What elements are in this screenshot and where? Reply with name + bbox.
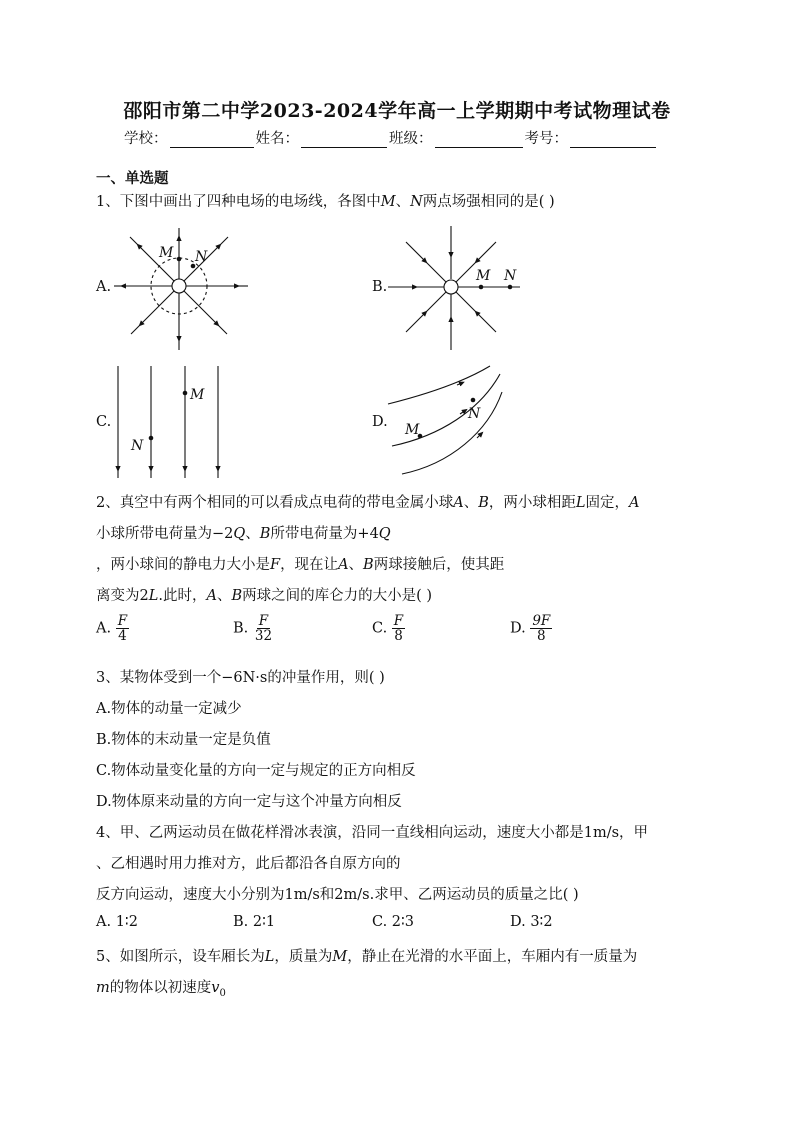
q2-var: L bbox=[575, 495, 586, 511]
q2-text: 2、真空中有两个相同的可以看成点电荷的带电金属小球 bbox=[96, 495, 454, 511]
fig-a-label-m: M bbox=[159, 245, 174, 261]
fraction-num: F bbox=[393, 613, 404, 629]
q2-text: 离变为2 bbox=[96, 588, 149, 604]
figure-a-positive-charge bbox=[114, 228, 248, 350]
q4-line-3: 反方向运动，速度大小分别为1m/s和2m/s.求甲、乙两运动员的质量之比( ) bbox=[96, 887, 579, 903]
q2-text: 、 bbox=[463, 495, 479, 511]
q1-option-a-label[interactable]: A. bbox=[96, 279, 112, 295]
q2-text: .此时， bbox=[158, 588, 207, 604]
q1-text: 1、下图中画出了四种电场的电场线，各图中 bbox=[96, 194, 381, 210]
q5-line-1 bbox=[96, 945, 637, 966]
q2-option-d[interactable] bbox=[510, 614, 552, 643]
q5-var: v bbox=[211, 980, 220, 996]
q2-option-c[interactable] bbox=[372, 614, 405, 643]
option-fraction bbox=[530, 614, 552, 643]
fig-b-point-m bbox=[479, 285, 484, 290]
fraction-den: 32 bbox=[254, 628, 273, 645]
figure-c-parallel-lines bbox=[118, 366, 218, 478]
fraction-den: 8 bbox=[394, 628, 403, 645]
fig-c-point-m bbox=[183, 391, 188, 396]
fig-b-point-n bbox=[508, 285, 513, 290]
figure-b-negative-charge bbox=[388, 226, 520, 350]
q1-option-d-label[interactable]: D. bbox=[372, 414, 388, 430]
q2-line-3 bbox=[96, 553, 504, 574]
q2-text: ，两小球间的静电力大小是 bbox=[96, 557, 270, 573]
fig-d-label-m: M bbox=[405, 422, 420, 438]
q2-text: 固定， bbox=[585, 495, 630, 511]
q3-impulse: −6N·s bbox=[221, 670, 268, 686]
q1-option-b-label[interactable]: B. bbox=[372, 279, 388, 295]
school-label: 学校： bbox=[124, 131, 168, 147]
q2-text: 、 bbox=[245, 526, 260, 542]
q2-var: A bbox=[629, 495, 640, 511]
exam-title: 邵阳市第二中学2023-2024学年高一上学期期中考试物理试卷 bbox=[123, 100, 671, 122]
q5-text: ，质量为 bbox=[274, 949, 333, 965]
fig-b-label-n: N bbox=[504, 268, 517, 284]
fig-a-point-m bbox=[177, 257, 182, 262]
q2-option-b[interactable] bbox=[233, 614, 274, 643]
figure-d-curved-lines bbox=[388, 366, 502, 474]
fraction-den: 8 bbox=[537, 628, 546, 645]
q2-text: 两球接触后，使其距 bbox=[373, 557, 505, 573]
q5-text: ，静止在光滑的水平面上，车厢内有一质量为 bbox=[347, 949, 638, 965]
fig-a-label-n: N bbox=[195, 249, 208, 265]
q2-text: 小球所带电荷量为 bbox=[96, 526, 212, 542]
option-fraction bbox=[392, 614, 405, 643]
q5-var: M bbox=[332, 949, 348, 965]
q2-charge: −2 bbox=[212, 526, 234, 542]
q2-text: ，现在让 bbox=[280, 557, 339, 573]
q4-line-1: 4、甲、乙两运动员在做花样滑冰表演，沿同一直线相向运动，速度大小都是1m/s，甲 bbox=[96, 825, 649, 841]
q3-text: 3、某物体受到一个 bbox=[96, 670, 222, 686]
q2-var: Q bbox=[378, 526, 391, 542]
q1-var-m: M bbox=[380, 194, 396, 210]
q4-option-d[interactable]: D. 3∶2 bbox=[510, 914, 553, 930]
q5-text: 5、如图所示，设车厢长为 bbox=[96, 949, 265, 965]
q3-option-d[interactable]: D.物体原来动量的方向一定与这个冲量方向相反 bbox=[96, 794, 402, 810]
q3-stem bbox=[96, 666, 385, 687]
q4-option-c[interactable]: C. 2∶3 bbox=[372, 914, 415, 930]
q2-var: A bbox=[453, 495, 464, 511]
q2-line-4 bbox=[96, 584, 432, 605]
section-heading: 一、单选题 bbox=[96, 170, 169, 187]
q3-option-b[interactable]: B.物体的末动量一定是负值 bbox=[96, 732, 271, 748]
q4-line-2: 、乙相遇时用力推对方，此后都沿各自原方向的 bbox=[96, 856, 401, 872]
q5-subscript: 0 bbox=[219, 987, 226, 999]
number-label: 考号： bbox=[524, 131, 568, 147]
q5-var: L bbox=[264, 949, 275, 965]
q2-option-a[interactable] bbox=[96, 614, 129, 643]
fraction-num: F bbox=[117, 613, 128, 629]
q2-charge: +4 bbox=[357, 526, 379, 542]
q2-var: A bbox=[206, 588, 217, 604]
q4-option-a[interactable]: A. 1∶2 bbox=[96, 914, 138, 930]
q3-text: 的冲量作用，则( ) bbox=[267, 670, 385, 686]
q5-var: m bbox=[96, 980, 110, 996]
q2-var: B bbox=[478, 495, 489, 511]
option-fraction bbox=[116, 614, 129, 643]
q2-var: A bbox=[338, 557, 349, 573]
q2-text: 所带电荷量为 bbox=[270, 526, 358, 542]
fig-b-label-m: M bbox=[476, 268, 491, 284]
fraction-num: F bbox=[258, 613, 269, 629]
q4-option-b[interactable]: B. 2∶1 bbox=[233, 914, 276, 930]
q1-option-c-label[interactable]: C. bbox=[96, 414, 112, 430]
q2-var: F bbox=[270, 557, 281, 573]
q2-var: B bbox=[259, 526, 271, 542]
q5-text: 的物体以初速度 bbox=[109, 980, 212, 996]
q3-option-a[interactable]: A.物体的动量一定减少 bbox=[96, 701, 242, 717]
q1-var-n: N bbox=[410, 194, 423, 210]
q3-option-c[interactable]: C.物体动量变化量的方向一定与规定的正方向相反 bbox=[96, 763, 416, 779]
name-label: 姓名： bbox=[255, 131, 299, 147]
q2-text: ，两小球相距 bbox=[488, 495, 576, 511]
q1-sep: 、 bbox=[395, 194, 411, 210]
fig-c-label-m: M bbox=[190, 387, 205, 403]
fraction-num: 9F bbox=[532, 613, 551, 629]
q2-text: 两球之间的库仑力的大小是( ) bbox=[242, 588, 433, 604]
q2-var: B bbox=[231, 588, 243, 604]
fig-d-label-n: N bbox=[468, 406, 481, 422]
q2-var: B bbox=[363, 557, 374, 573]
q2-line-2 bbox=[96, 522, 391, 543]
q2-line-1 bbox=[96, 491, 640, 512]
q1-text-end: 两点场强相同的是( ) bbox=[422, 194, 555, 210]
fraction-den: 4 bbox=[118, 628, 127, 645]
fig-c-point-n bbox=[149, 436, 154, 441]
option-label: B. bbox=[233, 620, 249, 637]
option-label: D. bbox=[510, 620, 526, 637]
q2-text: 、 bbox=[216, 588, 232, 604]
q5-line-2 bbox=[96, 976, 226, 999]
option-label: C. bbox=[372, 620, 388, 637]
q2-var: Q bbox=[233, 526, 246, 542]
class-label: 班级： bbox=[389, 131, 433, 147]
option-label: A. bbox=[96, 620, 112, 637]
q2-text: 、 bbox=[348, 557, 364, 573]
option-fraction bbox=[253, 614, 274, 643]
fig-d-point-n bbox=[471, 398, 476, 403]
q2-var: L bbox=[148, 588, 159, 604]
fig-c-label-n: N bbox=[131, 438, 144, 454]
